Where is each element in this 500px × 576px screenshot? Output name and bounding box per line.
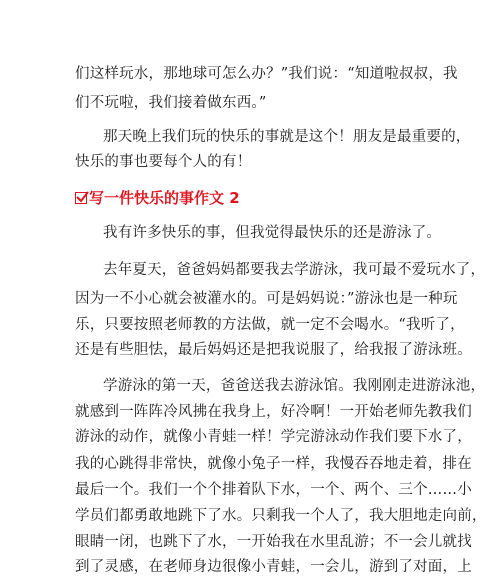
paragraph-line: 们不玩啦，我们接着做东西。” [75, 95, 267, 111]
section-heading [75, 188, 240, 208]
paragraph-line: 最后一个。我们一个个排着队下水，一个、两个、三个……小 [75, 482, 472, 498]
paragraph-line: 我的心跳得非常快，就像小兔子一样，我慢吞吞地走着，排在 [75, 456, 472, 472]
paragraph-line: 到了灵感，在老师身边很像小青蛙，一会儿，游到了对面，上 [75, 559, 472, 575]
paragraph-line: 我有许多快乐的事，但我觉得最快乐的还是游泳了。 [103, 225, 442, 241]
paragraph-line: 们这样玩水，那地球可怎么办？”我们说：“知道啦叔叔，我 [75, 66, 458, 82]
paragraph-line: 学员们都勇敢地跳下了水。只剩我一个人了，我大胆地走向前， [75, 508, 487, 524]
paragraph-line: 就感到一阵阵冷风拂在我身上，好冷啊！一开始老师先教我们 [75, 404, 472, 420]
checkbox-check-icon [75, 192, 87, 204]
paragraph-line: 去年夏天，爸爸妈妈都要我去学游泳，我可最不爱玩水了， [103, 262, 486, 278]
paragraph-line: 乐，只要按照老师教的方法做，就一定不会喝水。“我听了， [75, 317, 465, 333]
paragraph-line: 因为一不小心就会被灌水的。可是妈妈说：”游泳也是一种玩 [75, 291, 458, 307]
section-heading-text: 写一件快乐的事作文 2 [89, 189, 240, 207]
paragraph-line: 眼睛一闭，也跳下了水，一开始我在水里乱游；不一会儿就找 [75, 534, 472, 550]
paragraph-line: 那天晚上我们玩的快乐的事就是这个！朋友是最重要的， [103, 129, 471, 145]
paragraph-line: 快乐的事也要每个人的有！ [75, 154, 252, 170]
paragraph-line: 游泳的动作，就像小青蛙一样！学完游泳动作我们要下水了， [75, 429, 472, 445]
paragraph-line: 还是有些胆怯，最后妈妈还是把我说服了，给我报了游泳班。 [75, 342, 472, 358]
paragraph-line: 学游泳的第一天，爸爸送我去游泳馆。我刚刚走进游泳池， [103, 378, 486, 394]
